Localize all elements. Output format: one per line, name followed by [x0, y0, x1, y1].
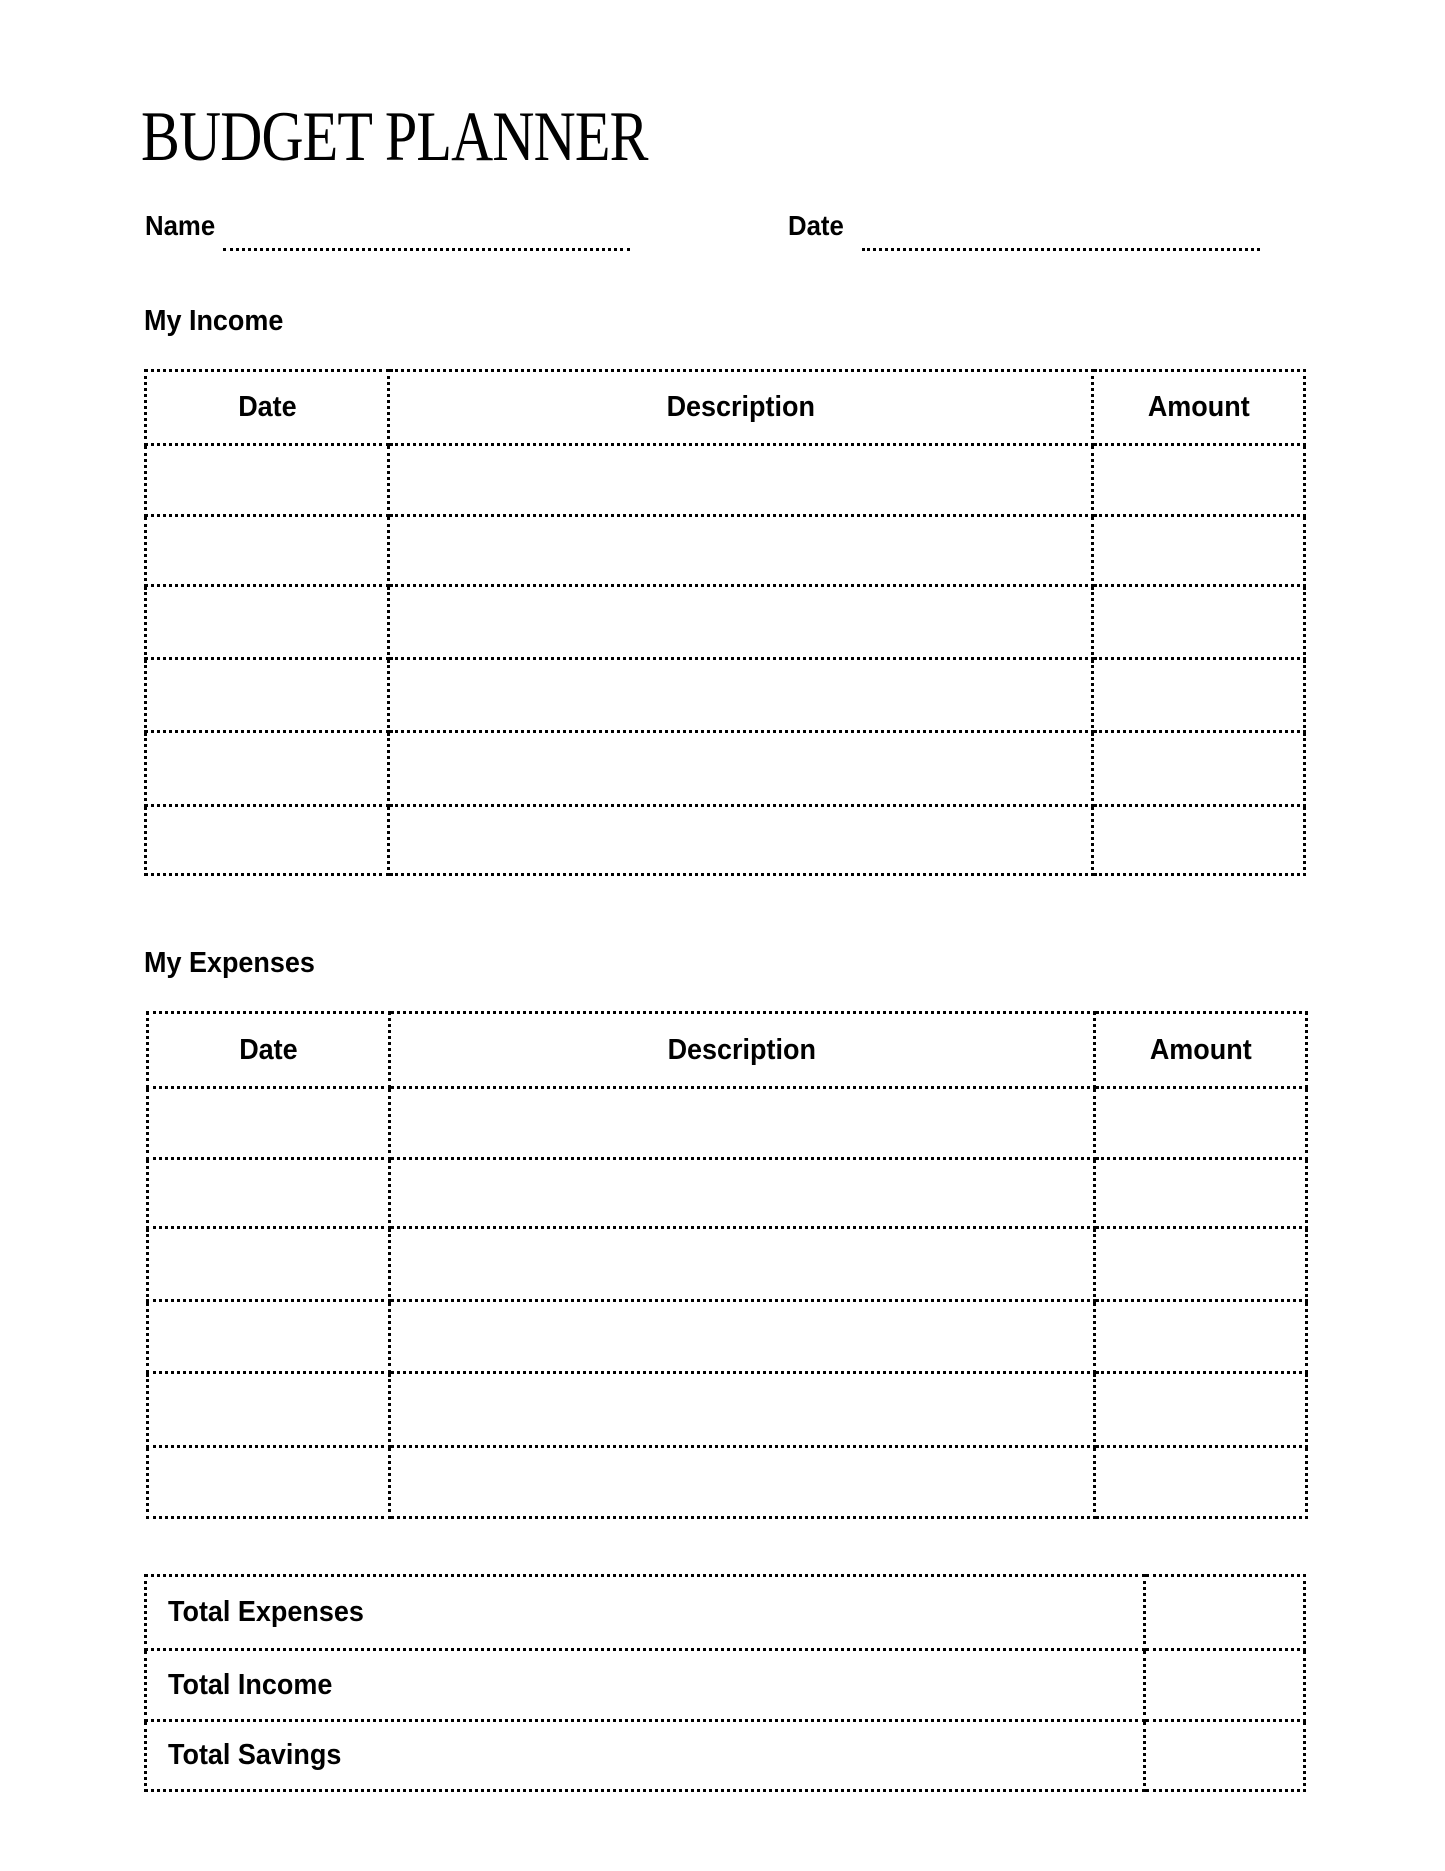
expense-description-cell[interactable]	[390, 1228, 1095, 1301]
table-row	[146, 732, 1305, 806]
income-date-cell[interactable]	[146, 586, 389, 659]
expenses-table	[146, 1011, 1308, 1519]
income-table	[144, 369, 1306, 876]
expense-date-cell[interactable]	[148, 1159, 390, 1228]
expense-amount-cell[interactable]	[1095, 1159, 1307, 1228]
income-amount-cell[interactable]	[1093, 806, 1305, 875]
expense-date-cell[interactable]	[148, 1088, 390, 1159]
expenses-section-title: My Expenses	[144, 947, 315, 979]
date-label: Date	[788, 210, 844, 241]
table-row	[146, 659, 1305, 732]
expenses-header-row	[148, 1013, 1307, 1088]
income-date-cell[interactable]	[146, 516, 389, 586]
income-col-amount: Amount	[1093, 371, 1305, 445]
income-date-cell[interactable]	[146, 732, 389, 806]
income-amount-cell[interactable]	[1093, 732, 1305, 806]
totals-row-income	[146, 1650, 1305, 1721]
page-title: BUDGET PLANNER	[141, 98, 648, 176]
income-section-title: My Income	[144, 305, 284, 337]
total-expenses-value[interactable]	[1145, 1576, 1305, 1650]
income-amount-cell[interactable]	[1093, 445, 1305, 516]
date-field[interactable]	[862, 248, 1260, 251]
income-description-cell[interactable]	[389, 732, 1093, 806]
name-field[interactable]	[223, 248, 630, 251]
expense-description-cell[interactable]	[390, 1447, 1095, 1518]
expense-amount-cell[interactable]	[1095, 1447, 1307, 1518]
table-row	[148, 1159, 1307, 1228]
table-row	[146, 806, 1305, 875]
expenses-col-date: Date	[148, 1013, 390, 1088]
table-row	[148, 1301, 1307, 1373]
expense-amount-cell[interactable]	[1095, 1088, 1307, 1159]
income-description-cell[interactable]	[389, 445, 1093, 516]
income-description-cell[interactable]	[389, 659, 1093, 732]
totals-row-savings	[146, 1721, 1305, 1791]
total-savings-label: Total Savings	[146, 1721, 1145, 1791]
totals-table	[144, 1574, 1306, 1792]
income-amount-cell[interactable]	[1093, 586, 1305, 659]
income-date-cell[interactable]	[146, 659, 389, 732]
table-row	[146, 586, 1305, 659]
total-income-value[interactable]	[1145, 1650, 1305, 1721]
table-row	[148, 1447, 1307, 1518]
expenses-col-description: Description	[390, 1013, 1095, 1088]
expenses-col-amount: Amount	[1095, 1013, 1307, 1088]
table-row	[148, 1228, 1307, 1301]
table-row	[146, 445, 1305, 516]
expense-description-cell[interactable]	[390, 1301, 1095, 1373]
income-col-date: Date	[146, 371, 389, 445]
table-row	[148, 1373, 1307, 1447]
expense-amount-cell[interactable]	[1095, 1373, 1307, 1447]
income-col-description: Description	[389, 371, 1093, 445]
expense-description-cell[interactable]	[390, 1159, 1095, 1228]
totals-row-expenses	[146, 1576, 1305, 1650]
income-date-cell[interactable]	[146, 445, 389, 516]
income-description-cell[interactable]	[389, 516, 1093, 586]
income-amount-cell[interactable]	[1093, 659, 1305, 732]
income-date-cell[interactable]	[146, 806, 389, 875]
expense-amount-cell[interactable]	[1095, 1301, 1307, 1373]
total-expenses-label: Total Expenses	[146, 1576, 1145, 1650]
name-label: Name	[145, 210, 216, 241]
total-savings-value[interactable]	[1145, 1721, 1305, 1791]
expense-date-cell[interactable]	[148, 1447, 390, 1518]
table-row	[148, 1088, 1307, 1159]
income-header-row	[146, 371, 1305, 445]
income-description-cell[interactable]	[389, 806, 1093, 875]
income-amount-cell[interactable]	[1093, 516, 1305, 586]
expense-description-cell[interactable]	[390, 1088, 1095, 1159]
expense-date-cell[interactable]	[148, 1373, 390, 1447]
total-income-label: Total Income	[146, 1650, 1145, 1721]
expense-date-cell[interactable]	[148, 1301, 390, 1373]
expense-amount-cell[interactable]	[1095, 1228, 1307, 1301]
expense-description-cell[interactable]	[390, 1373, 1095, 1447]
expense-date-cell[interactable]	[148, 1228, 390, 1301]
income-description-cell[interactable]	[389, 586, 1093, 659]
table-row	[146, 516, 1305, 586]
